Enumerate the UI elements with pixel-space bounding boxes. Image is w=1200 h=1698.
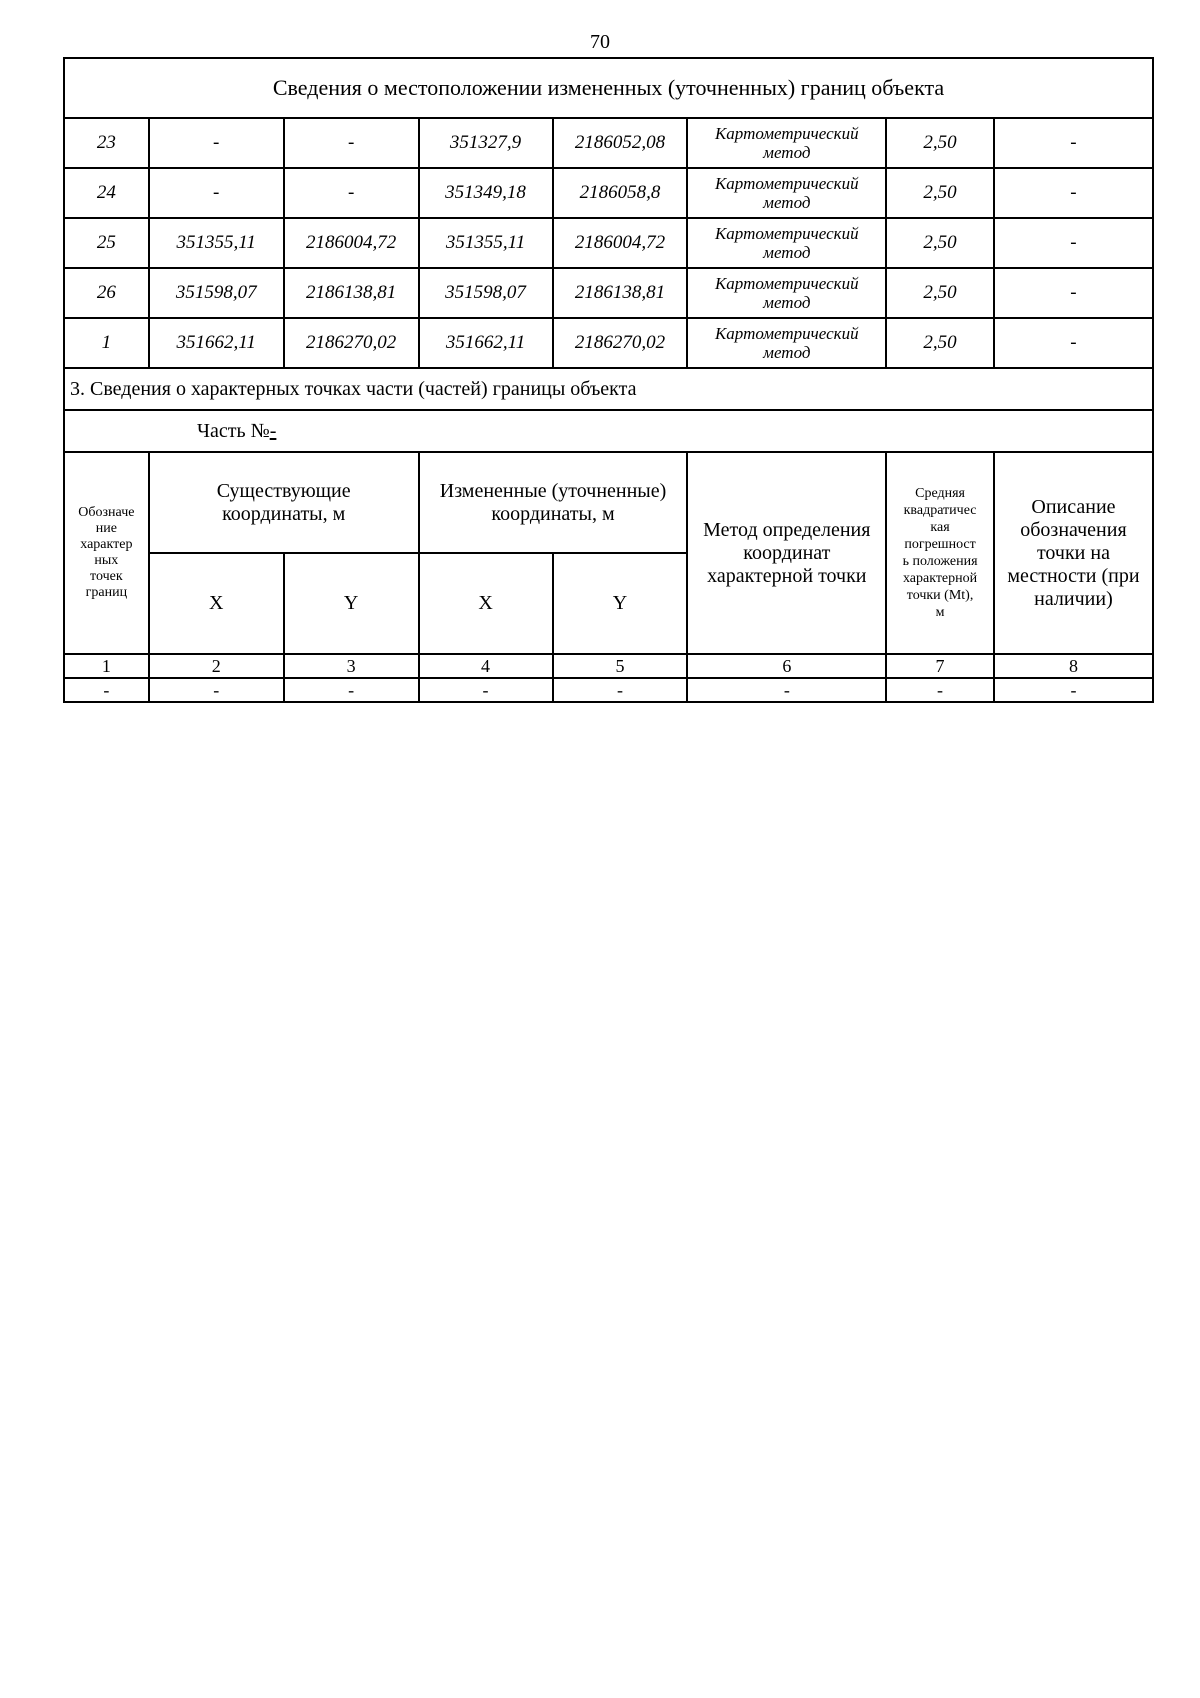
section3-title: 3. Сведения о характерных точках части (частей) границы объекта	[64, 368, 1153, 410]
x-old-cell: 351355,11	[149, 218, 284, 268]
empty-cell: -	[553, 678, 688, 702]
point-cell: 25	[64, 218, 149, 268]
column-numbers-row	[64, 654, 1153, 678]
header-changed-coords: Измененные (уточненные) координаты, м	[419, 452, 688, 553]
x-new-cell: 351662,11	[419, 318, 553, 368]
error-cell: 2,50	[886, 218, 994, 268]
table-row	[64, 318, 1153, 368]
x-new-cell: 351598,07	[419, 268, 553, 318]
column-number: 1	[64, 654, 149, 678]
point-cell: 23	[64, 118, 149, 168]
y-old-cell: 2186270,02	[284, 318, 419, 368]
column-number: 8	[994, 654, 1153, 678]
header-mean-error: Средняя квадратичес кая погрешност ь положения характерной точки (Mt), м	[886, 452, 994, 654]
y-new-cell: 2186058,8	[553, 168, 688, 218]
x-new-cell: 351355,11	[419, 218, 553, 268]
error-cell: 2,50	[886, 168, 994, 218]
table-row	[64, 168, 1153, 218]
table-row	[64, 218, 1153, 268]
description-cell: -	[994, 218, 1153, 268]
method-cell: Картометрический метод	[687, 118, 886, 168]
y-new-cell: 2186138,81	[553, 268, 688, 318]
column-number: 2	[149, 654, 284, 678]
error-cell: 2,50	[886, 268, 994, 318]
description-cell: -	[994, 118, 1153, 168]
header-point-designation: Обозначе ние характер ных точек границ	[64, 452, 149, 654]
point-cell: 24	[64, 168, 149, 218]
x-new-cell: 351327,9	[419, 118, 553, 168]
header-method: Метод определения координат характерной точки	[687, 452, 886, 654]
x-old-cell: -	[149, 118, 284, 168]
empty-cell: -	[419, 678, 553, 702]
y-new-cell: 2186004,72	[553, 218, 688, 268]
empty-cell: -	[284, 678, 419, 702]
x-old-cell: 351662,11	[149, 318, 284, 368]
part-value: -	[269, 419, 277, 442]
column-number: 6	[687, 654, 886, 678]
method-cell: Картометрический метод	[687, 268, 886, 318]
section2-title: Сведения о местоположении измененных (уточненных) границ объекта	[64, 58, 1153, 118]
point-cell: 1	[64, 318, 149, 368]
part-number-row	[64, 410, 1153, 452]
column-number: 4	[419, 654, 553, 678]
header-existing-coords: Существующие координаты, м	[149, 452, 419, 553]
error-cell: 2,50	[886, 318, 994, 368]
header-changed-y: Y	[553, 553, 688, 654]
part-label: Часть №	[197, 419, 270, 442]
x-old-cell: -	[149, 168, 284, 218]
header-existing-y: Y	[284, 553, 419, 654]
header-changed-x: X	[419, 553, 553, 654]
table-row	[64, 678, 1153, 702]
method-cell: Картометрический метод	[687, 218, 886, 268]
column-number: 5	[553, 654, 688, 678]
x-old-cell: 351598,07	[149, 268, 284, 318]
method-cell: Картометрический метод	[687, 318, 886, 368]
table-row	[64, 268, 1153, 318]
method-cell: Картометрический метод	[687, 168, 886, 218]
y-new-cell: 2186052,08	[553, 118, 688, 168]
empty-cell: -	[994, 678, 1153, 702]
page-number: 70	[590, 31, 610, 53]
empty-cell: -	[687, 678, 886, 702]
y-old-cell: -	[284, 168, 419, 218]
y-old-cell: 2186004,72	[284, 218, 419, 268]
point-cell: 26	[64, 268, 149, 318]
x-new-cell: 351349,18	[419, 168, 553, 218]
empty-cell: -	[149, 678, 284, 702]
header-existing-x: X	[149, 553, 284, 654]
coordinates-table	[63, 57, 1154, 703]
column-number: 7	[886, 654, 994, 678]
header-description: Описание обозначения точки на местности (при наличии)	[994, 452, 1153, 654]
table-row	[64, 118, 1153, 168]
description-cell: -	[994, 268, 1153, 318]
empty-cell: -	[64, 678, 149, 702]
description-cell: -	[994, 318, 1153, 368]
error-cell: 2,50	[886, 118, 994, 168]
y-new-cell: 2186270,02	[553, 318, 688, 368]
description-cell: -	[994, 168, 1153, 218]
y-old-cell: -	[284, 118, 419, 168]
y-old-cell: 2186138,81	[284, 268, 419, 318]
column-number: 3	[284, 654, 419, 678]
empty-cell: -	[886, 678, 994, 702]
